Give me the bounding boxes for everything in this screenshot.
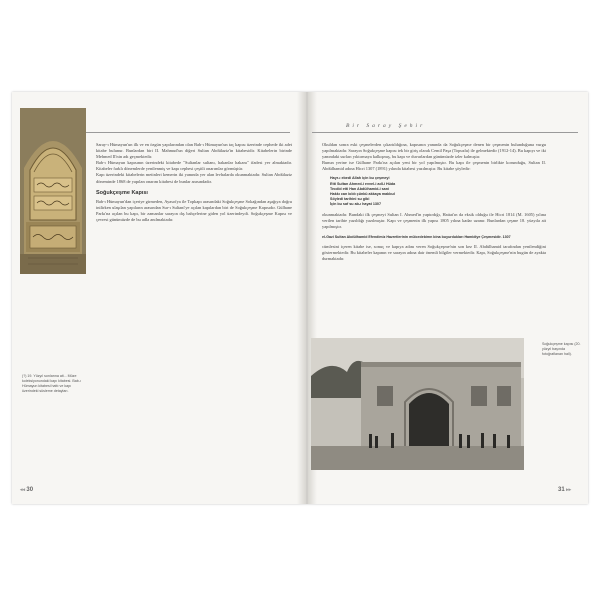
right-header-rule bbox=[312, 132, 578, 133]
inscription-block bbox=[330, 176, 546, 207]
inscription-line: Etti Sultan Ahmed-i evvel-i adl-i Hüda bbox=[330, 181, 396, 186]
inscription-line: İçin bu saf su ab-ı hayat 1307 bbox=[330, 202, 382, 207]
right-paragraph: Okuldan sonra eski çeşmelerden çıkartıldığına, kapısının yanında da Soğukçeşme denen bir çeşmenin bulunduğuna vurgu yapılmaktadır. Sarayın Soğukçeşme kapısı tek bir giriş olarak Cemil Paşa (Topuzlu) ile gelmektedir (1912-14). Bu kapıyı ve iki yanındaki surları yıktırmaya kalkışmış, bu kapı ve duvarlardan günümüzde izler kalmıştır. bbox=[322, 142, 546, 160]
left-paragraph: Saray-ı Hümayun'un ilk ve en özgün yapılarından olan Bab-ı Hümayun'un taç kapısı üzerinde cephede iki adet kitabe bulunur. Bunlardan biri II. Mahmud'un diğeri Sultan Abdülaziz'in kitabesidir. Kitabelerin birinde Mehmed II'nin adı geçmektedir. bbox=[96, 142, 292, 160]
gate-inscription-photo bbox=[20, 108, 86, 274]
bold-inscription-note: el-Gazi Sultan Abdülhamid Efendimiz Hazretlerinin mülcedebimn bina buyurdukları Hamidiye Çeşmesidir. 1307 bbox=[322, 234, 511, 239]
inscription-line: Hakkı can kıldı çünkü akkaya makbul bbox=[330, 192, 395, 197]
right-text-column bbox=[322, 142, 546, 262]
inscription-line: Söyledi tarihini su gibi bbox=[330, 197, 370, 202]
left-paragraph: Kapı üzerindeki kitabelerin metinleri kemerin iki yanında yer alan levhalarda okunmaktadır. Sultan Abdülaziz döneminde 1868 de yapılan onarım kitabesi de bunlar arasındadır. bbox=[96, 172, 292, 184]
left-text-column bbox=[96, 142, 292, 223]
left-paragraph: Bab-ı Hümayun'dan içeriye girmeden, Ayasofya ile Topkapı arasındaki Soğukçeşme Sokağından aşağıya doğru inilirken ulaşılan yapıların arasından Sur-ı Sultani'ye açılan kapılardan biri de Soğukçeşme Kapısıdır. Gülhane Parkı'na açılan bu kapı, bir zamanlar sarayın dış bahçelerine giden yol üzerindeydi. Soğukçeşme Kapısı ve çevresi günümüzde de bu adla anılmaktadır. bbox=[96, 198, 292, 223]
section-heading: Soğukçeşme Kapısı bbox=[96, 189, 148, 196]
sogukcesme-gate-photo bbox=[311, 338, 524, 470]
right-page-number-text: 31 bbox=[558, 487, 565, 493]
right-running-head: Bir Saray Şehir bbox=[346, 123, 426, 129]
sogukcesme-gate-illustration bbox=[311, 338, 524, 470]
left-page-number-text: 30 bbox=[26, 487, 34, 493]
gate-inscription-illustration bbox=[20, 108, 86, 274]
page-ornament-icon: ▸▸ bbox=[564, 487, 572, 493]
left-page-number bbox=[20, 487, 33, 493]
left-photo-caption: (?) 19. Yüzyıl sonlarına ait... Müze koleksiyonundaki kapı kitabesi. Bab-ı Hümayun kitabesi hattı ve kapı üzerindeki süsleme detayları. bbox=[22, 374, 81, 393]
page-ornament-icon: ◂◂ bbox=[20, 487, 27, 493]
right-paragraph: okunmaktadır. Bundaki ilk çeşmeyi Sultan I. Ahmed'in yaptırdığı, Hattat'ın da eksik olduğu ile Hicri 1814 (M. 1605) yılına verilen tarihte yazıldığı yazılmıştır. Kapı ve çeşmenin ilk yapısı 1805 yılına kadar uzanır. Bunlardan çeşme 18. yüzyıla ait yapılmıştır. bbox=[322, 211, 546, 229]
right-page-number bbox=[558, 487, 571, 493]
right-paragraph: Bunun yerine ise Gülhane Parkı'na açılan yeni bir yol yapılmıştır. Bu kapı ile çeşmenin birlikte korunduğu, Sultan II. Abdülhamid adına Hicri 1307 (1891) yılında kitabesi yazılmıştır. Bu kitabe şöyledir: bbox=[322, 160, 546, 172]
inscription-line: Tecdid etti Han Abdülhamid-i sani bbox=[330, 186, 390, 191]
right-paragraph: cümlesini içeren kitabe ise, sonuç ve kapıya adını veren Soğukçeşme'nin son kez II. Abdülhamid tarafından yenilendiğini göstermektedir. Bu kitabeler kapının ve sarayın adına dair önemli bilgiler vermektedir. Kapı, Soğukçeşme'nin bugün de ayakta durmaktadır. bbox=[322, 244, 546, 262]
inscription-line: Hayr-ı ebedi Allah için bu çeşmeyi bbox=[330, 176, 390, 181]
right-photo-caption: Soğukçeşme kapısı (20. yüzyıl başında fotoğraflanan hali). bbox=[542, 342, 581, 356]
left-paragraph: Bab-ı Hümayun kapısının üzerindeki kitabede "Sultanlar sultanı, hakanlar hakanı" ifadesi yer almaktadır. Kitabeler farklı dönemlerde yenilenmiş ve kapı cephesi çeşitli onarımlar görmüştür. bbox=[96, 160, 292, 172]
